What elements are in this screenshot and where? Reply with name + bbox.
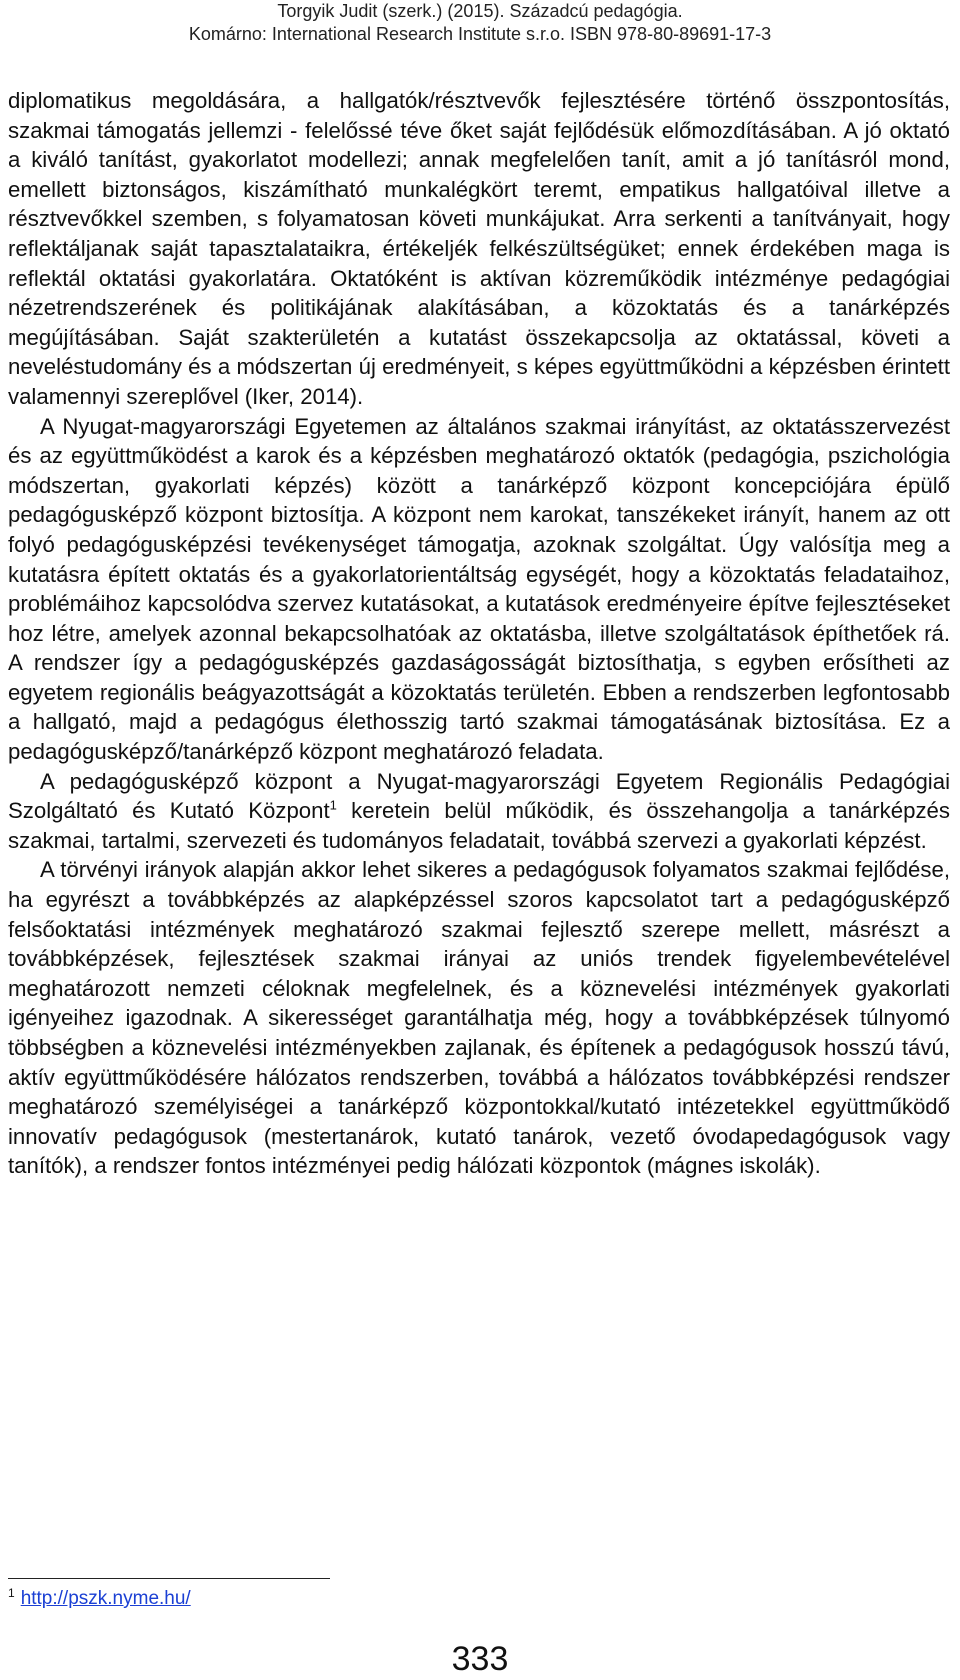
paragraph-3-text: A pedagógusképző központ a Nyugat-magyarországi Egyetem Regionális Pedagógiai Szolgáltató és Kutató Központ [8,768,950,824]
paragraph-3 [8,767,950,856]
paragraph-3-text-cont: keretein belül működik, és összehangolja a tanárképzés szakmai, tartalmi, szervezeti és tudományos feladatait, továbbá szervezi a gyakorlati képzést. [8,798,950,853]
page-number: 333 [451,1640,509,1678]
footnote [8,1585,191,1610]
body-text [8,86,950,1181]
paragraph-1: diplomatikus megoldására, a hallgatók/résztvevők fejlesztésére történő összpontosítás, szakmai támogatás jellemzi - felelőssé téve őket saját fejlődésük előmozdításában. A jó oktató a kiváló tanítást, gyakorlatot modellezi; annak megfelelően tanít, amit a jó tanításról mond, emellett biztonságos, kiszámítható munkalégkört teremt, empatikus hallgatóival illetve a résztvevőkkel szemben, s folyamatosan követi munkájukat. Arra serkenti a tanítványait, hogy reflektáljanak saját tapasztalataikra, értékeljék felkészültségüket; ennek érdekében maga is reflektál oktatási gyakorlatára. Oktatóként is aktívan közreműködik intézménye pedagógiai nézetrendszerének és politikájának alakításában, a közoktatás és a tanárképzés megújításában. Saját szakterületén a kutatást összekapcsolja az oktatással, követi a neveléstudomány és a módszertan új eredményeit, s képes együttműködni a képzésben érintett valamennyi szereplővel (Iker, 2014). [8,88,950,409]
paragraph-4: A törvényi irányok alapján akkor lehet sikeres a pedagógusok folyamatos szakmai fejlődése, ha egyrészt a továbbképzés az alapképzéssel szoros kapcsolatot tart a pedagógusképző felsőoktatási intézmények meghatározó szakmai fejlesztő szerepe mellett, másrészt a továbbképzések, fejlesztések szakmai irányai az uniós trendek figyelembevételével meghatározott nemzeti céloknak megfelelnek, és a köznevelési intézmények gyakorlati igényeihez igazodnak. A sikerességet garantálhatja még, hogy a továbbképzések túlnyomó többségben a köznevelési intézményekben zajlanak, és építenek a pedagógusok hosszú távú, aktív együttműködésére hálózatos rendszerben, továbbá a hálózatos továbbképzési rendszer meghatározó személyiségei a tanárképző központokkal/kutató intézetekkel együttműködő innovatív pedagógusok (mestertanárok, kutató tanárok, vezető óvodapedagógusok vagy tanítók), a rendszer fontos intézményei pedig hálózati központok (mágnes iskolák). [8,857,950,1179]
footnote-mark: 1 [8,1585,15,1600]
header-citation-line: Torgyik Judit (szerk.) (2015). Századcú pedagógia. [277,1,683,21]
paragraph-2: A Nyugat-magyarországi Egyetemen az általános szakmai irányítást, az oktatásszervezést és az együttműködést a karok és a képzésben meghatározó oktatók (pedagógia, pszichológia módszertan, gyakorlati képzés) között a tanárképző központ koncepciójára épülő pedagógusképző központ biztosítja. A központ nem karokat, tanszékeket irányít, hanem az ott folyó pedagógusképzési tevékenységet támogatja, azoknak szolgáltat. Úgy valósítja meg a kutatásra épített oktatás és a gyakorlatorientáltság egységét, hogy a közoktatás feladataihoz, problémáihoz kapcsolódva szervez kutatásokat, a kutatások eredményeire építve fejlesztéseket hoz létre, amelyek azonnal bekapcsolhatóak az oktatásba, illetve szolgáltatások építhetőek rá. A rendszer így a pedagógusképzés gazdaságosságát biztosíthatja, s egyben erősítheti az egyetem regionális beágyazottságát a közoktatás területén. Ebben a rendszerben legfontosabb a hallgató, majd a pedagógus élethosszig tartó szakmai támogatásának biztosítása. Ez a pedagógusképző/tanárképző központ meghatározó feladata. [8,413,950,765]
footnote-reference[interactable]: 1 [329,797,337,813]
footnote-link[interactable]: http://pszk.nyme.hu/ [20,1588,191,1609]
header-publisher-line: Komárno: International Research Institute s.r.o. ISBN 978-80-89691-17-3 [188,24,772,44]
page-header [0,0,960,46]
footnote-separator [8,1578,330,1579]
